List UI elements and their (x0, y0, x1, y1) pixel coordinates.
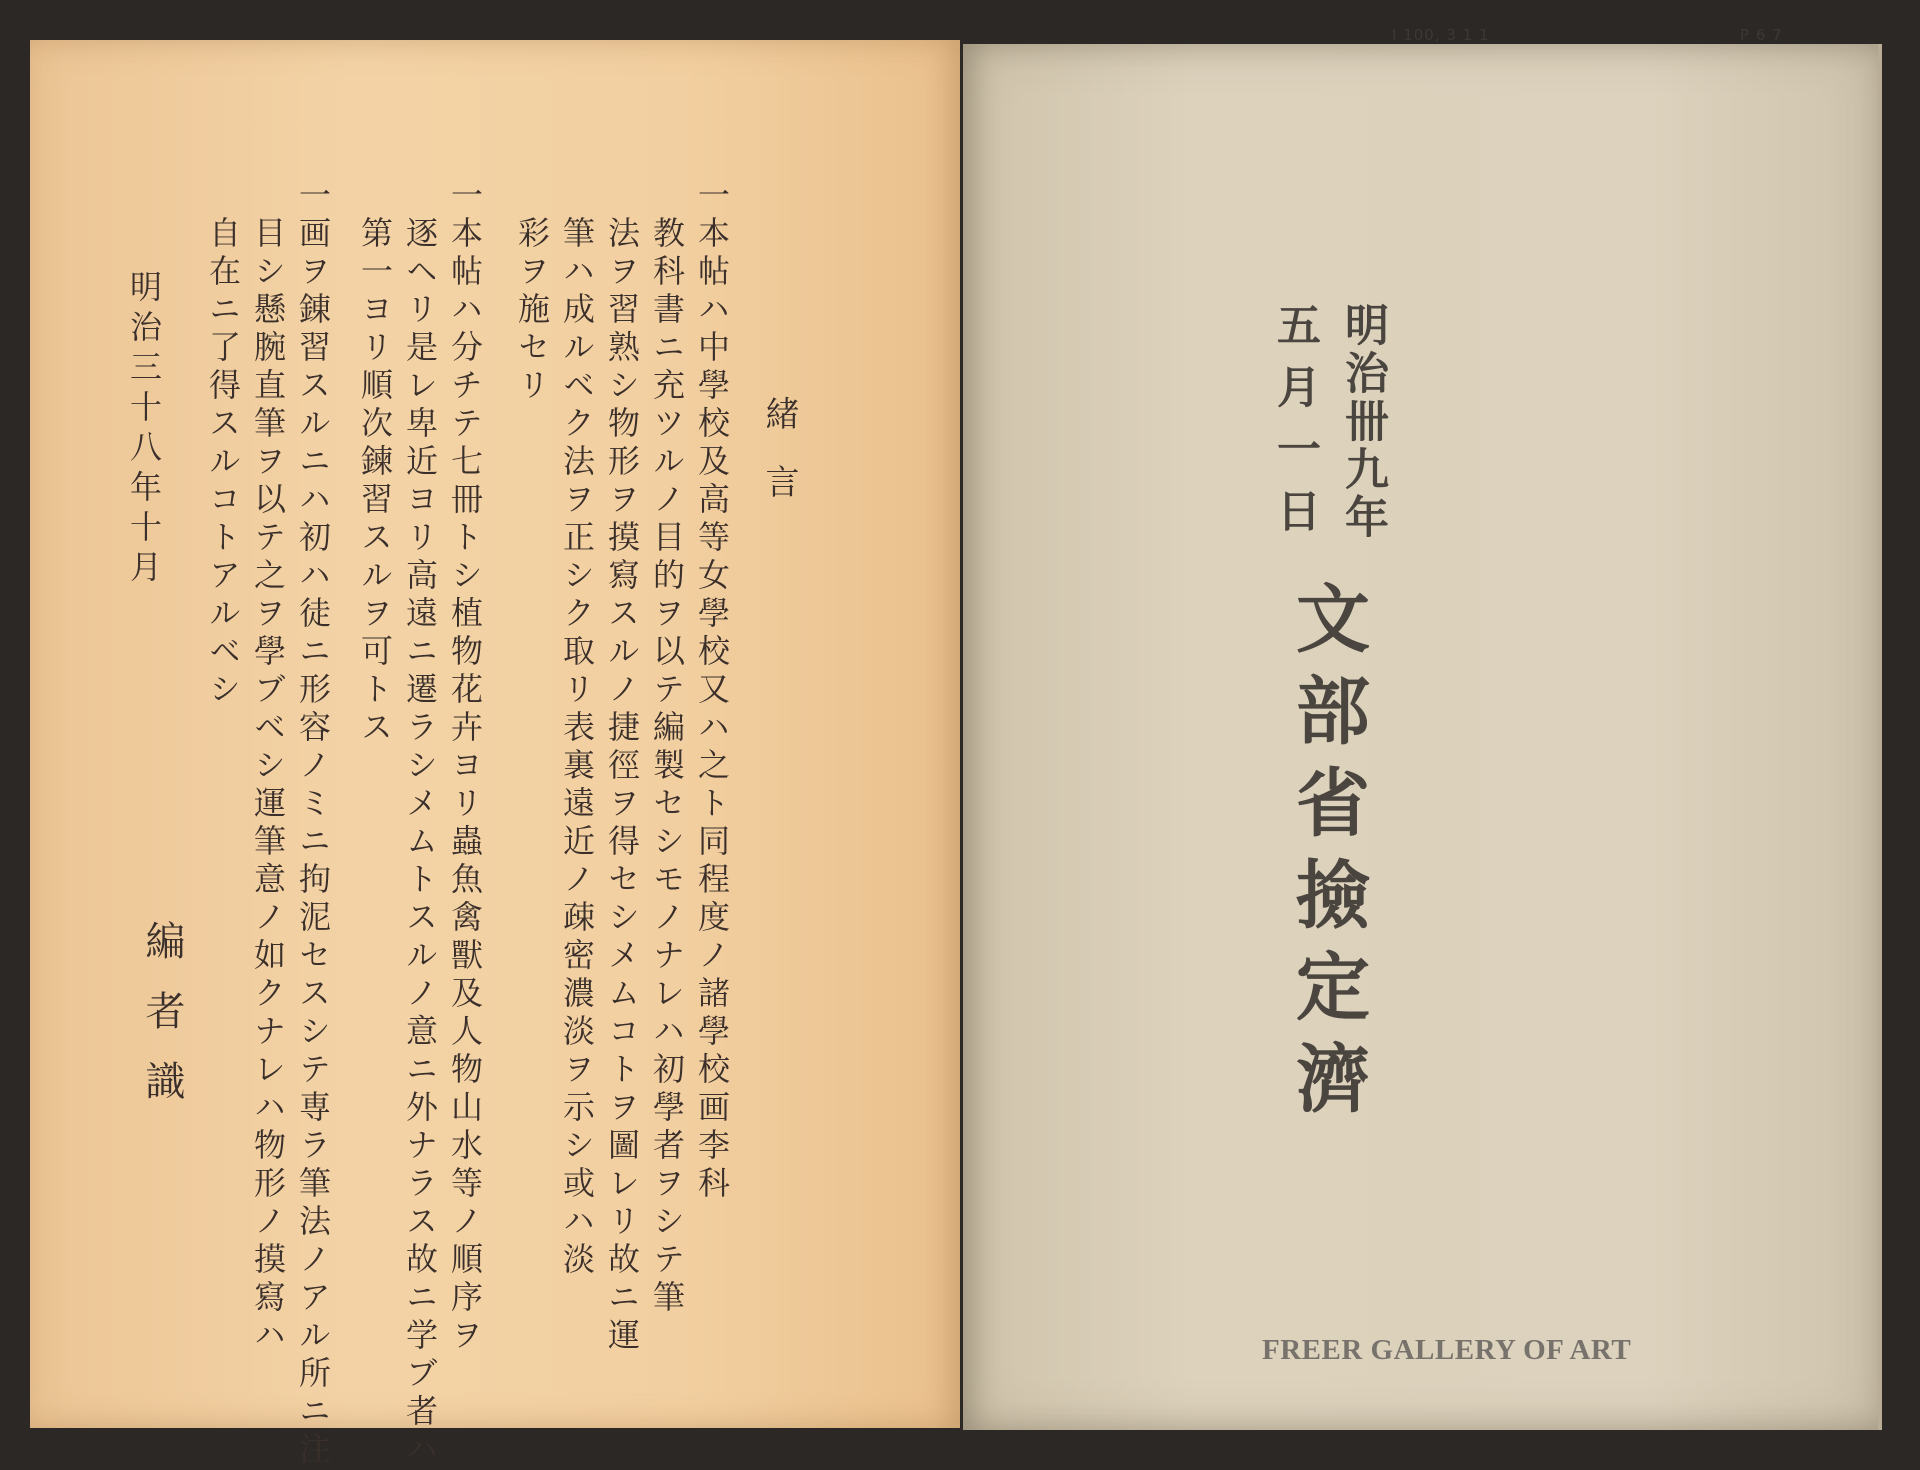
approval-date-day: 五月一日 (1269, 302, 1320, 550)
pencil-note-2: P 6 7 (1740, 26, 1783, 44)
preface-line-4: 筆ハ成ルベク法ヲ正シク取リ表裏遠近ノ疎密濃淡ヲ示シ或ハ淡 (558, 216, 596, 1280)
freer-gallery-stamp: FREER GALLERY OF ART (1262, 1334, 1632, 1366)
preface-signature: 編者識 (139, 920, 185, 1130)
preface-line-6: 一本帖ハ分チテ七冊トシ植物花卉ヨリ蟲魚禽獸及人物山水等ノ順序ヲ (446, 178, 484, 1356)
approval-date-year: 明治卌九年 (1337, 302, 1388, 542)
preface-line-9: 一画ヲ錬習スルニハ初ハ徒ニ形容ノミニ拘泥セスシテ専ラ筆法ノアル所ニ注 (294, 178, 332, 1470)
preface-date: 明治三十八年十月 (125, 270, 163, 590)
preface-line-2: 教科書ニ充ツルノ目的ヲ以テ編製セシモノナレハ初學者ヲシテ筆 (648, 216, 686, 1318)
preface-line-5: 彩ヲ施セリ (513, 216, 551, 406)
preface-line-1: 一本帖ハ中學校及高等女學校又ハ之ト同程度ノ諸學校画李科 (693, 178, 731, 1204)
ministry-approval-text: 文部省撿定濟 (1284, 580, 1370, 1132)
preface-line-10: 目シ懸腕直筆ヲ以テ之ヲ學ブベシ運筆意ノ如クナレハ物形ノ摸寫ハ (249, 216, 287, 1356)
preface-heading: 緒言 (759, 396, 799, 532)
preface-line-11: 自在ニ了得スルコトアルベシ (204, 216, 242, 710)
pencil-note: I 100, 3 1 1 (1392, 26, 1490, 44)
preface-line-3: 法ヲ習熟シ物形ヲ摸寫スルノ捷徑ヲ得セシメムコトヲ圖レリ故ニ運 (603, 216, 641, 1356)
preface-line-8: 第一ヨリ順次鍊習スルヲ可トス (356, 216, 394, 748)
right-page-cover (963, 44, 1882, 1430)
left-page-preface (30, 40, 960, 1428)
preface-line-7: 逐ヘリ是レ卑近ヨリ高遠ニ遷ラシメムトスルノ意ニ外ナラス故ニ学ブ者ハ (401, 216, 439, 1470)
